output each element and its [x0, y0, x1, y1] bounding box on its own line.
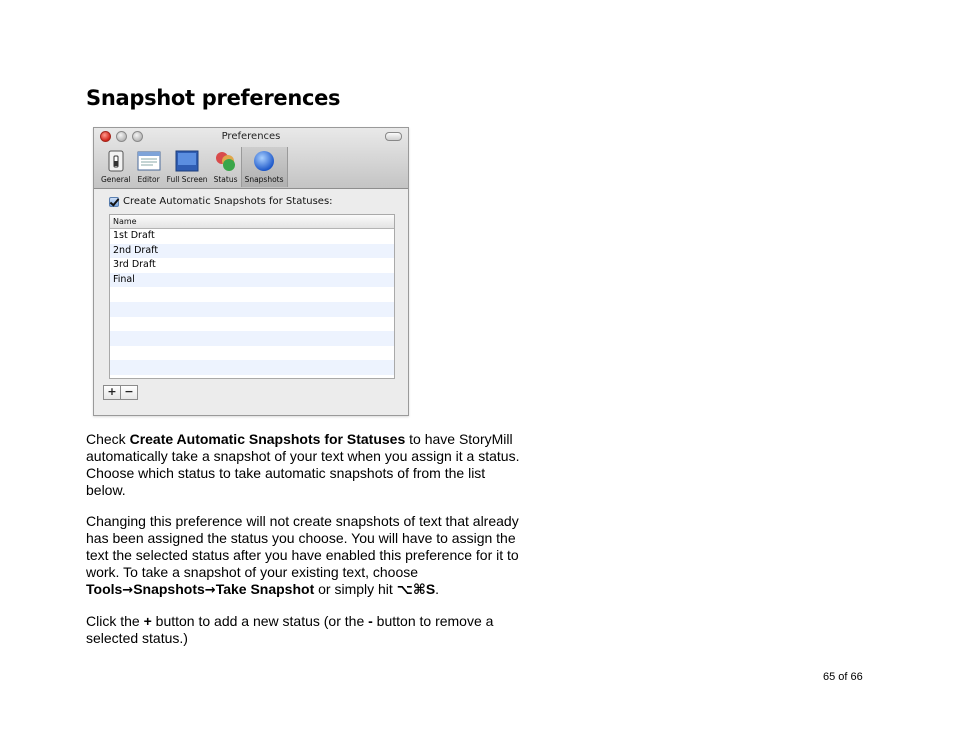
tab-status-label: Status [213, 175, 238, 184]
window-toolbar-area [94, 128, 408, 189]
empty-row [110, 346, 394, 361]
menu-path-tools: Tools [86, 581, 123, 597]
page-number: 65 of 66 [823, 671, 863, 683]
auto-snapshot-label: Create Automatic Snapshots for Statuses: [123, 196, 333, 207]
preferences-window [93, 127, 409, 416]
full-screen-icon [175, 150, 199, 172]
toolbar-toggle-button[interactable] [385, 132, 402, 141]
keyboard-shortcut: ⌥⌘S [396, 581, 436, 597]
table-row[interactable]: Final [110, 273, 394, 288]
editor-window-icon [137, 150, 161, 172]
tab-status[interactable] [211, 147, 241, 187]
tab-editor[interactable] [134, 147, 164, 187]
status-table [109, 214, 395, 379]
menu-arrow: → [204, 583, 216, 598]
text: button to add a new status (or the [151, 613, 369, 629]
tab-full-screen-label: Full Screen [166, 175, 208, 184]
window-title: Preferences [221, 131, 281, 142]
menu-path-snapshots: Snapshots [133, 581, 205, 597]
add-status-button[interactable]: + [103, 385, 121, 400]
column-header-name[interactable]: Name [110, 215, 394, 229]
menu-path-take-snapshot: Take Snapshot [215, 581, 315, 597]
snapshots-sphere-icon [252, 150, 276, 172]
empty-row [110, 331, 394, 346]
table-buttons [103, 385, 138, 400]
paragraph-checkbox-explanation [86, 431, 526, 499]
auto-snapshot-checkbox[interactable] [109, 197, 119, 207]
bold-option-name: Create Automatic Snapshots for Statuses [129, 431, 406, 447]
tab-snapshots-label: Snapshots [244, 175, 284, 184]
empty-row [110, 317, 394, 332]
minus-symbol: - [368, 613, 373, 629]
text: Check [86, 431, 130, 447]
menu-arrow: → [122, 583, 134, 598]
text: or simply hit [314, 581, 397, 597]
tab-full-screen[interactable] [164, 147, 211, 187]
text: Changing this preference will not create snapshots of text that already has been assigned the status you choose. You will have to assign the text the selected status after you have enabled this preference for it to work. To take a snapshot of your existing text, choose [86, 513, 519, 580]
text: . [435, 581, 440, 597]
table-row[interactable]: 1st Draft [113, 230, 155, 241]
tab-editor-label: Editor [137, 175, 160, 184]
preferences-toolbar [98, 147, 288, 187]
tab-general-label: General [101, 175, 131, 184]
text: to have StoryMill automatically take a snapshot of your text when you assign it a status. Choose which status to take automatic snapshots of from the list below. [86, 431, 520, 498]
tab-snapshots[interactable] [241, 147, 288, 187]
tab-general[interactable] [98, 147, 134, 187]
empty-row [110, 302, 394, 317]
table-row[interactable]: 2nd Draft [110, 244, 394, 259]
auto-snapshot-option[interactable] [109, 196, 333, 207]
empty-row [110, 360, 394, 375]
empty-row [110, 375, 394, 379]
paragraph-existing-text [86, 513, 526, 599]
empty-row [110, 287, 394, 302]
status-balls-icon [214, 150, 238, 172]
general-switch-icon [104, 150, 128, 172]
table-row[interactable]: 3rd Draft [113, 259, 156, 271]
plus-symbol: + [143, 613, 152, 629]
remove-status-button[interactable]: − [121, 385, 138, 400]
paragraph-buttons [86, 613, 526, 647]
text: button to remove a selected status.) [86, 613, 494, 646]
page-heading: Snapshot preferences [86, 86, 341, 110]
text: Click the [86, 613, 144, 629]
